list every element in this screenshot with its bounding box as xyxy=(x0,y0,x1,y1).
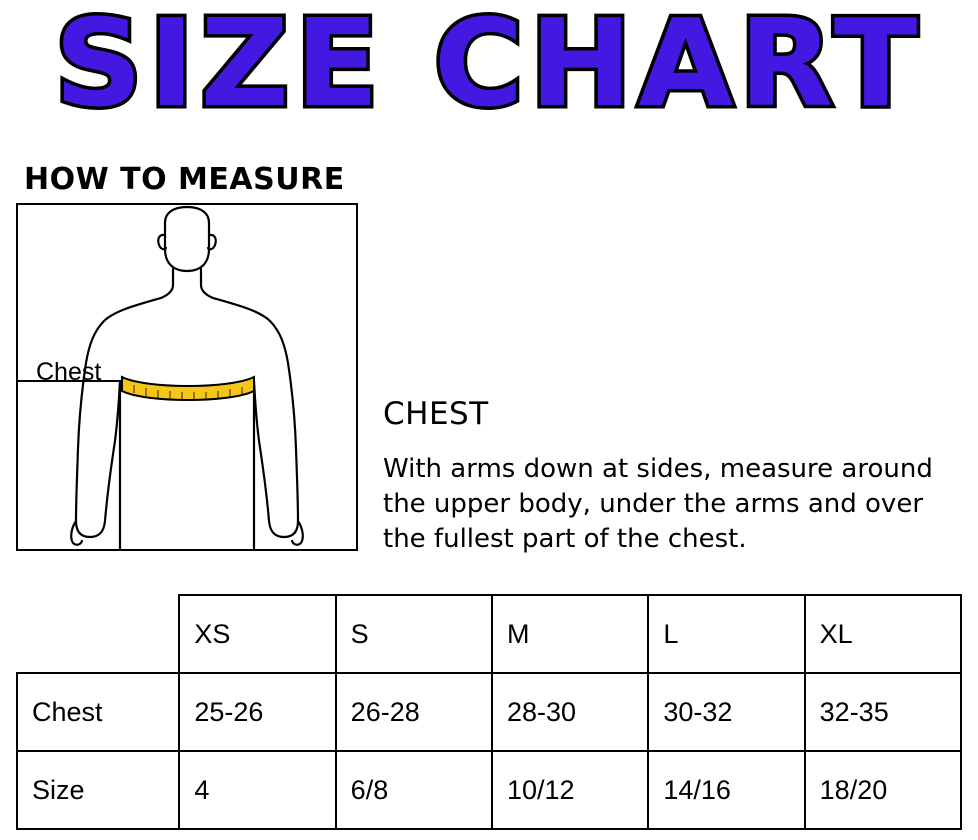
page-title: SIZE CHART xyxy=(54,0,924,134)
table-header-cell: XS xyxy=(179,595,335,673)
table-header-cell: L xyxy=(648,595,804,673)
table-cell: 25-26 xyxy=(179,673,335,751)
table-cell: 30-32 xyxy=(648,673,804,751)
table-header-cell: XL xyxy=(805,595,961,673)
chest-measure-label: Chest xyxy=(36,358,102,386)
tape-measure-icon xyxy=(122,377,254,400)
how-to-measure-heading: HOW TO MEASURE xyxy=(24,162,345,197)
table-cell: 26-28 xyxy=(336,673,492,751)
table-header-cell: S xyxy=(336,595,492,673)
table-corner-cell xyxy=(17,595,179,673)
table-row xyxy=(17,673,961,751)
table-cell: 18/20 xyxy=(805,751,961,829)
table-cell: 28-30 xyxy=(492,673,648,751)
table-header-row xyxy=(17,595,961,673)
table-cell: 14/16 xyxy=(648,751,804,829)
size-table xyxy=(16,594,962,830)
table-cell: 6/8 xyxy=(336,751,492,829)
description-heading: CHEST xyxy=(383,396,489,432)
table-cell: 10/12 xyxy=(492,751,648,829)
table-header-cell: M xyxy=(492,595,648,673)
table-row xyxy=(17,751,961,829)
table-cell: 32-35 xyxy=(805,673,961,751)
row-label: Chest xyxy=(17,673,179,751)
row-label: Size xyxy=(17,751,179,829)
description-body: With arms down at sides, measure around the upper body, under the arms and over the fullest part of the chest. xyxy=(383,454,933,555)
table-cell: 4 xyxy=(179,751,335,829)
